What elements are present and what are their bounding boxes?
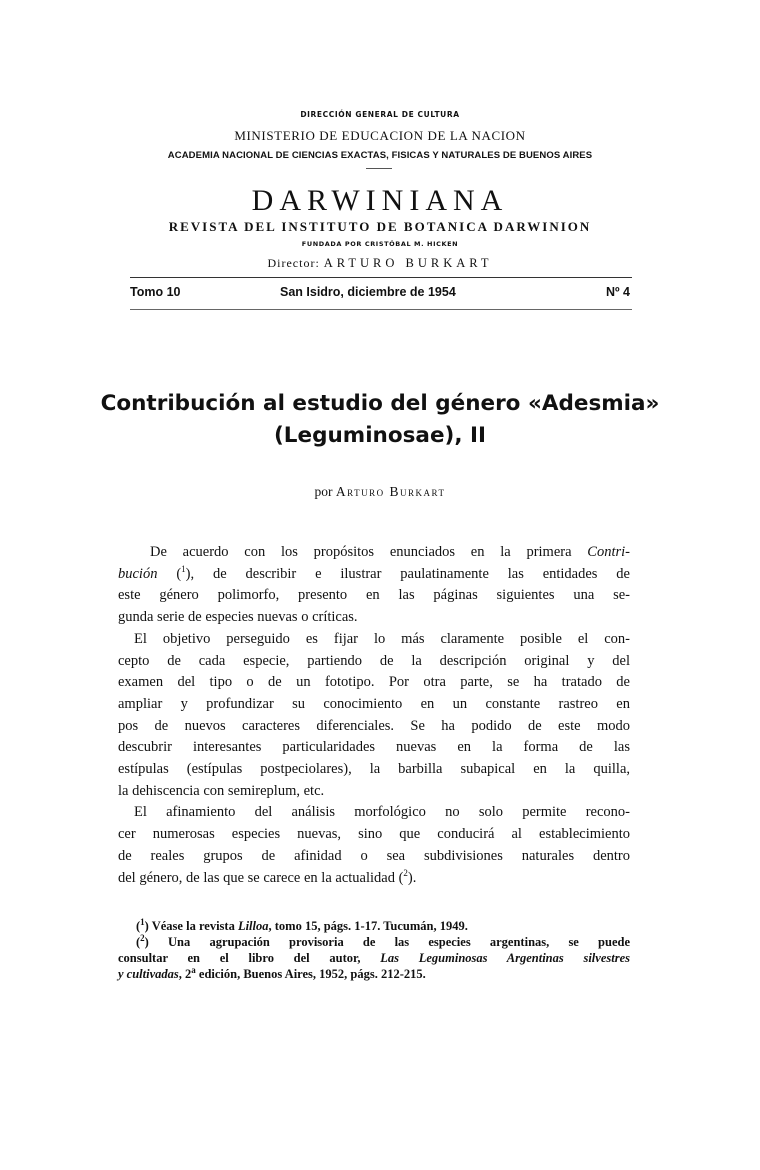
tomo-label: Tomo 10	[130, 285, 181, 299]
body-line: ampliar y profundizar su conocimiento en un constante rastreo en	[118, 695, 630, 712]
fundada-line: FUNDADA POR CRISTÓBAL M. HICKEN	[301, 240, 459, 248]
body-line: El objetivo perseguido es fijar lo más claramente posible el con-	[134, 630, 630, 647]
body-line: descubrir interesantes particularidades nuevas en la forma de las	[118, 739, 630, 756]
header-divider	[366, 168, 392, 169]
body-line: cer numerosas especies nuevas, sino que conducirá al establecimiento	[118, 826, 630, 843]
issue-top-rule	[130, 277, 632, 278]
body-line: cepto de cada especie, partiendo de la descripción original y del	[118, 652, 630, 669]
footnote-2-line3: y cultivadas, 2$^a$ edición, Buenos Aires, 1952, págs. 212-215.	[118, 964, 426, 981]
body-line: gunda serie de especies nuevas o críticas.	[118, 609, 358, 626]
direccion-line: DIRECCIÓN GENERAL DE CULTURA	[300, 110, 460, 119]
author-prefix: por	[314, 484, 333, 499]
ministerio-line: MINISTERIO DE EDUCACION DE LA NACION	[234, 128, 526, 143]
footnote-2-line2: consultar en el libro del autor, Las Leguminosas Argentinas silvestres	[118, 951, 630, 965]
director-label: Director:	[267, 256, 320, 270]
body-line: bución ($^1$), de describir e ilustrar paulatinamente las entidades de	[118, 563, 630, 582]
body-line: El afinamiento del análisis morfológico no solo permite recono-	[134, 804, 630, 821]
author-name: Arturo Burkart	[335, 484, 446, 499]
academia-line: ACADEMIA NACIONAL DE CIENCIAS EXACTAS, FISICAS Y NATURALES DE BUENOS AIRES	[167, 150, 593, 161]
revista-subtitle: REVISTA DEL INSTITUTO DE BOTANICA DARWINION	[168, 219, 592, 234]
paragraph-1	[118, 542, 630, 629]
article-title-line1: Contribución al estudio del género «Adesmia»	[100, 391, 660, 416]
journal-title: DARWINIANA	[251, 184, 509, 217]
body-line: examen del tipo o de un fototipo. Por otra parte, se ha tratado de	[118, 674, 630, 691]
place-date: San Isidro, diciembre de 1954	[280, 285, 456, 299]
issue-bottom-rule	[130, 309, 632, 310]
director-name: ARTURO BURKART	[323, 256, 493, 270]
body-line: estípulas (estípulas postpeciolares), la barbilla subapical en la quilla,	[118, 761, 630, 778]
article-body	[118, 542, 630, 889]
director-line	[0, 256, 760, 271]
body-line: De acuerdo con los propósitos enunciados en la primera Contri-	[150, 544, 630, 560]
article-title-line2: (Leguminosae), II	[273, 423, 487, 448]
body-line: la dehiscencia con semireplum, etc.	[118, 782, 325, 799]
issue-number: Nº 4	[605, 285, 630, 299]
body-line: este género polimorfo, presento en las páginas siguientes una se-	[118, 587, 630, 604]
footnote-1: ($^1$) Véase la revista Lilloa, tomo 15, págs. 1-17. Tucumán, 1949.	[136, 916, 468, 933]
paragraph-3	[118, 802, 630, 889]
article-author	[0, 484, 760, 500]
body-line: de reales grupos de afinidad o sea subdivisiones naturales dentro	[118, 847, 630, 864]
body-line: del género, de las que se carece en la actualidad ($^2$).	[118, 867, 417, 886]
body-line: pos de nuevos caracteres diferenciales. Se ha podido de este modo	[118, 717, 630, 734]
footnotes	[118, 918, 630, 982]
paragraph-2	[118, 629, 630, 803]
footnote-2: ($^2$) Una agrupación provisoria de las especies argentinas, se puede	[136, 932, 630, 949]
